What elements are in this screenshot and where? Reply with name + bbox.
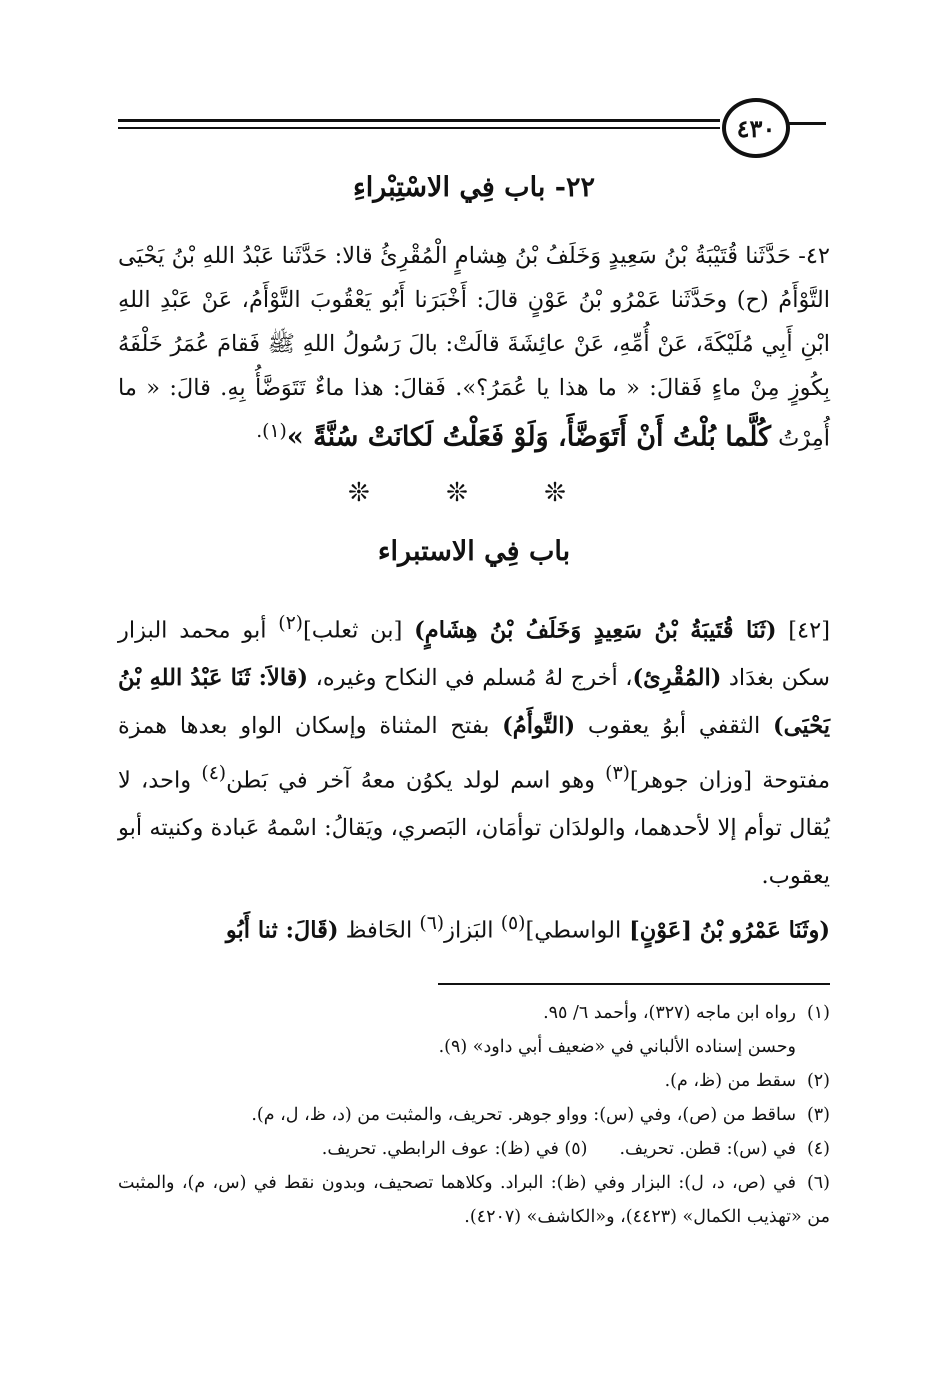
footnote-1 [118, 996, 830, 1030]
commentary-span: الحَافظ [338, 917, 420, 944]
footnote-text: في (ظ): عوف الرابطي. تحريف. [321, 1139, 559, 1159]
page-number: ٤٣٠ [722, 98, 790, 158]
chapter-title: ٢٢- باب فِي الاسْتِبْراءِ [353, 172, 595, 203]
footnote-text: في (ص، د، ل): البزار وفي (ظ): البراد. وكلاهما تصحيف، وبدون نقط في (س، م)، والمثبت من «تهذيب الكمال» (٤٤٢٣)، و«الكاشف» (٤٢٠٧). [118, 1173, 830, 1227]
quoted-matn: (التَّوأَمُ) [502, 712, 576, 739]
header-rule-tail [786, 122, 826, 125]
footnote-2 [118, 1064, 830, 1098]
quoted-matn: (المُقْرِئ) [632, 665, 722, 691]
footnote-number: (٣) [806, 1105, 830, 1125]
quoted-matn: (وثَنَا عَمْرُو بْنُ [عَوْنٍ] [621, 917, 830, 944]
footnote-4-5 [118, 1132, 830, 1166]
footnote-6 [118, 1166, 830, 1234]
commentary-text [118, 600, 830, 955]
commentary-span: الواسطي] [525, 917, 622, 944]
footnote-1-continued [118, 1030, 830, 1064]
commentary-span: بفتح المثناة وإسكان الواو بعدها همزة مفتوحة [وزان جوهر] [118, 712, 831, 794]
footnote-text: في (س): قطن. تحريف. [619, 1139, 796, 1159]
footnote-text: ساقط من (ص)، وفي (س): وواو جوهر. تحريف، والمثبت من (د، ظ، ل، م). [251, 1105, 796, 1125]
header-rule-top [118, 119, 720, 122]
commentary-span: ، أخرج لهُ مُسلم في النكاح وغيره، [308, 665, 633, 691]
commentary-span: البَزاز [444, 917, 501, 944]
commentary-title: باب فِي الاستبراء [377, 536, 571, 567]
footnote-text: وحسن إسناده الألباني في «ضعيف أبي داود» (٩). [438, 1037, 796, 1057]
footnote-number: (٦) [806, 1173, 830, 1193]
hadith-body-emphasis: كُلَّما بُلْتُ أَنْ أَتَوَضَّأَ، وَلَوْ فَعَلْتُ لَكانَتْ سُنَّةً » [286, 421, 771, 453]
footnote-number: (٤) [806, 1139, 830, 1159]
quoted-matn: (قَالَ: ثنا أَبُو [225, 917, 339, 944]
footnote-divider [438, 983, 830, 985]
footnote-number: (٥) [564, 1139, 588, 1159]
hadith-footnote-ref: (١). [256, 421, 287, 442]
footnote-number: (١) [806, 1003, 830, 1023]
footnote-ref: (٦) [419, 913, 445, 934]
footnote-text: سقط من (ظ، م). [664, 1071, 796, 1091]
footnote-ref: (٢) [278, 613, 303, 634]
hadith-number: [٤٢] [776, 617, 830, 644]
page-header [118, 98, 830, 164]
hadith-text [118, 234, 830, 461]
footnotes [118, 996, 830, 1234]
footnote-number: (٢) [806, 1071, 830, 1091]
commentary-paragraph-2 [118, 900, 830, 955]
footnote-3 [118, 1098, 830, 1132]
commentary-span: [بن ثعلب] [302, 617, 415, 644]
commentary-span: وهو اسم لولد يكوُن معهُ آخر في بَطن [226, 767, 606, 794]
commentary-span: أبو محمد البزار سكن بغدَاد [118, 617, 830, 691]
hadith-body: ٤٢- حَدَّثَنا قُتَيْبَةُ بْنُ سَعِيدٍ وَخَلَفُ بْنُ هِشامٍ الْمُقْرِئُ قالا: حَدَّثَنا عَبْدُ اللهِ بْنُ يَحْيَى التَّوْأَمُ (ح) وحَدَّثَنا عَمْرُو بْنُ عَوْنٍ قالَ: أَخْبَرَنا أَبُو يَعْقُوبَ التَّوْأَمُ، عَنْ عَبْدِ اللهِ ابْنِ أَبِي مُلَيْكَةَ، عَنْ أُمِّهِ، عَنْ عائِشَةَ قالَتْ: بالَ رَسُولُ اللهِ ﷺ فَقامَ عُمَرُ خَلْفَهُ بِكُوزٍ مِنْ ماءٍ فَقالَ: « ما هذا يا عُمَرُ؟». فَقالَ: هذا ماءٌ تَتَوَضَّأُ بِهِ. قالَ: « ما أُمِرْتُ [118, 243, 830, 452]
quoted-matn: (قالاَ: ثَنَا عَبْدُ اللهِ بْنُ يَحْيَى) [118, 665, 830, 739]
footnote-ref: (٥) [500, 913, 526, 934]
quoted-matn: (ثَنَا قُتَيبَةُ بْنُ سَعِيدٍ وَخَلَفُ بْنُ هِشَامٍ) [414, 617, 777, 644]
footnote-ref: (٣) [605, 763, 630, 784]
footnote-text: رواه ابن ماجه (٣٢٧)، وأحمد ٦/ ٩٥. [543, 1003, 796, 1023]
header-rule-bottom [118, 127, 720, 129]
commentary-span: الثقفي أبوُ يعقوب [575, 712, 774, 739]
section-separator: ❊ ❊ ❊ [348, 478, 600, 508]
commentary-span: واحد، لا يُقال توأم إلا لأحدهما، والولدَان توأمَان، البَصري، ويَقالُ: اسْمهُ عَبادة وكنيته أبو يعقوب. [118, 767, 830, 889]
footnote-ref: (٤) [201, 763, 227, 784]
commentary-paragraph-1 [118, 600, 830, 900]
